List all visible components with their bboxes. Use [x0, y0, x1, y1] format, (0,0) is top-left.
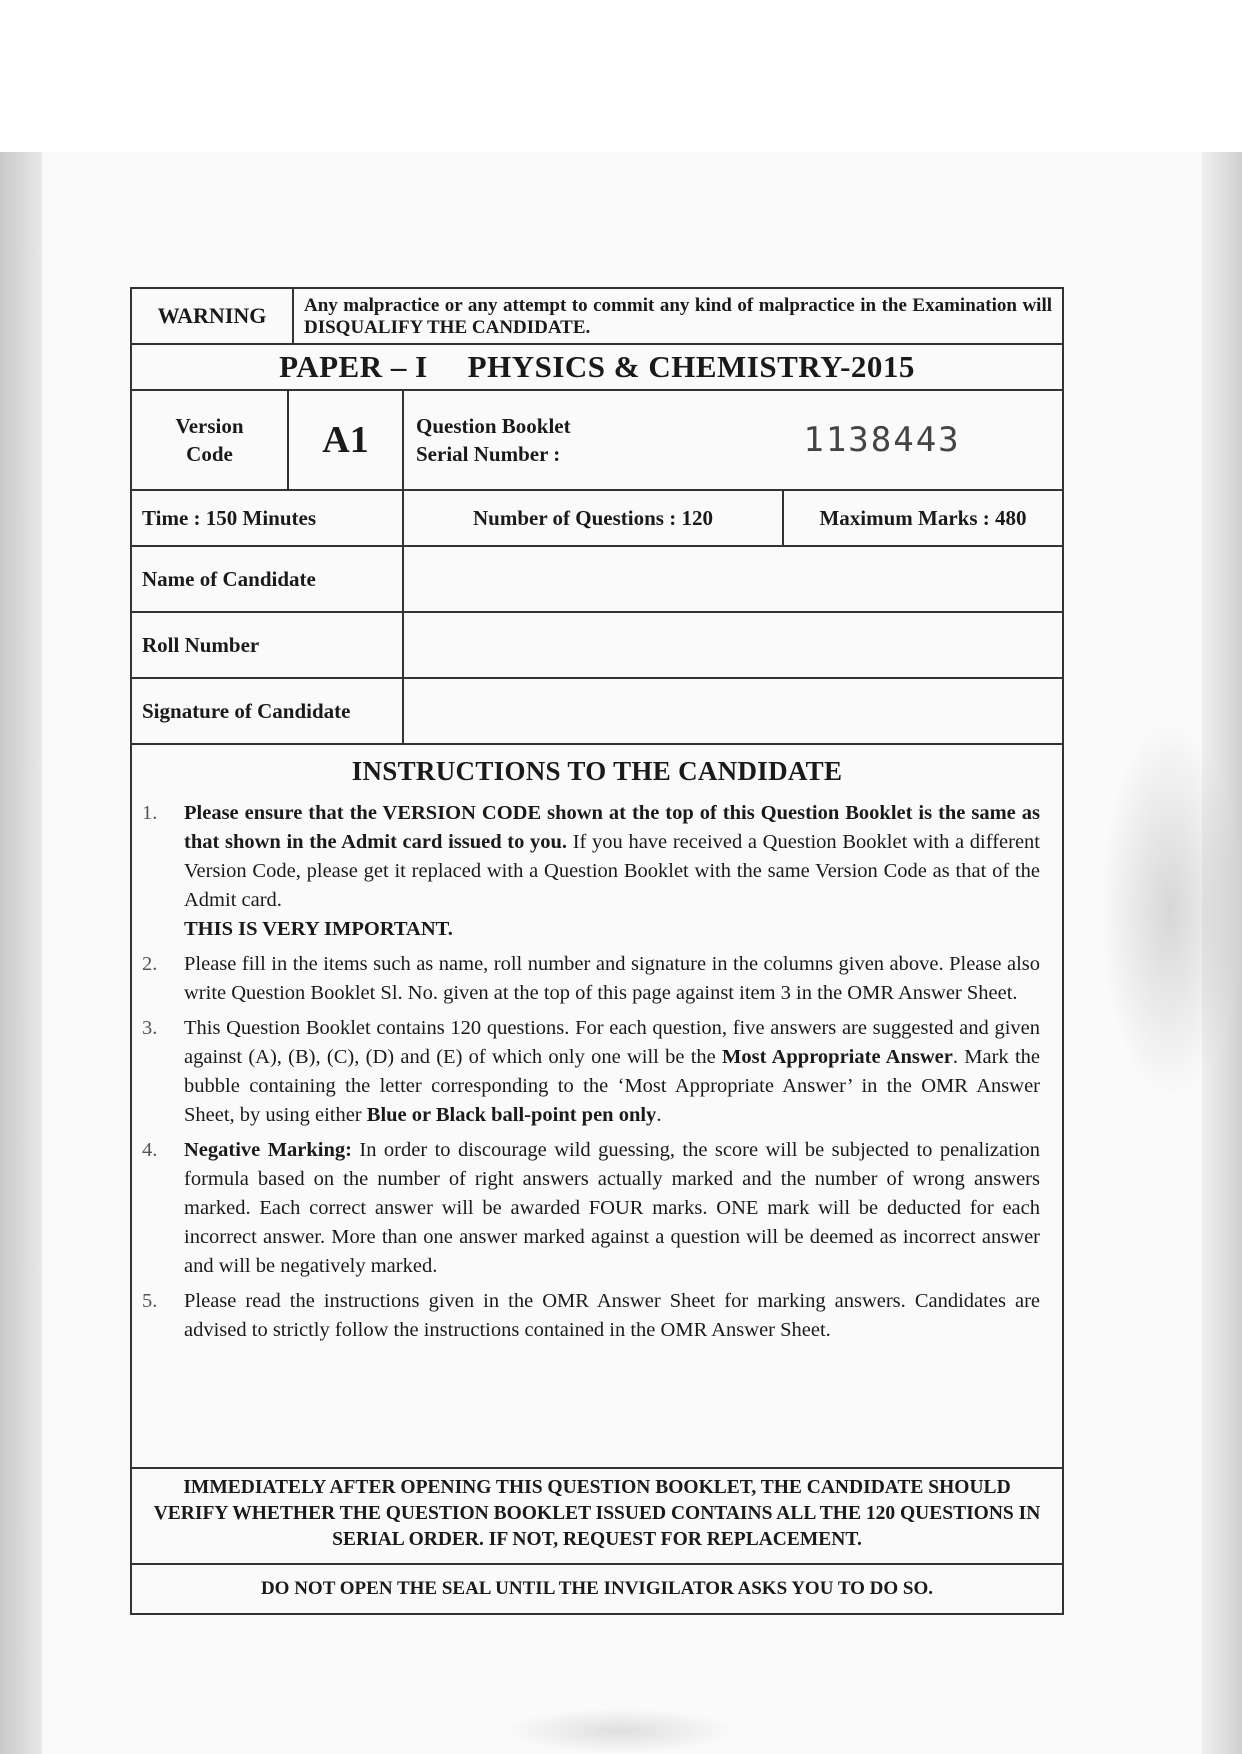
question-booklet-cover — [130, 287, 1064, 1615]
instruction-number: 4. — [142, 1139, 158, 1161]
instruction-text: . — [656, 1104, 662, 1126]
serial-label-line2: Serial Number : — [416, 442, 561, 466]
paper-title-row — [132, 345, 1062, 391]
signature-field[interactable] — [402, 679, 1062, 743]
instruction-text: . Mark the bubble containing the letter corresponding to the ‘Most Appropriate Answer’ in the OMR Answer Sheet, by using either — [184, 1046, 1040, 1126]
signature-label: Signature of Candidate — [142, 698, 351, 723]
instruction-text: Please read the instructions given in the OMR Answer Sheet for marking answers. Candidates are advised to strictly follow the instructions contained in the OMR Answer Sheet. — [184, 1290, 1040, 1341]
warning-text: Any malpractice or any attempt to commit any kind of malpractice in the Examination will DISQUALIFY THE CANDIDATE. — [292, 289, 1062, 343]
instruction-text: If you have received a Question Booklet with a different Version Code, please get it replaced with a Question Booklet with the same Version Code as that of the Admit card. — [184, 831, 1040, 911]
candidate-name-row — [132, 547, 1062, 613]
paper-subject: PHYSICS & CHEMISTRY-2015 — [467, 349, 915, 384]
number-of-questions: Number of Questions : 120 — [402, 491, 782, 545]
instruction-text: This Question Booklet contains 120 questions. For each question, five answers are suggested and given against (A), (B), (C), (D) and (E) of which only one will be the — [184, 1017, 1040, 1068]
instruction-text: In order to discourage wild guessing, the score will be subjected to penalization formula based on the number of right answers actually marked and the number of wrong answers marked. Each correct answer will be awarded FOUR marks. ONE mark will be deducted for each incorrect answer. More than one answer marked against a question will be deemed as incorrect answer and will be negatively marked. — [184, 1139, 1041, 1277]
instruction-item — [132, 1014, 1062, 1130]
paper-number: PAPER – I — [279, 349, 428, 384]
serial-number-value: 1138443 — [803, 420, 961, 460]
scan-mark — [505, 1708, 735, 1754]
seal-notice: DO NOT OPEN THE SEAL UNTIL THE INVIGILATOR ASKS YOU TO DO SO. — [260, 1578, 934, 1599]
instruction-number: 3. — [142, 1017, 158, 1039]
instruction-text: Please fill in the items such as name, roll number and signature in the columns given above. Please also write Question Booklet Sl. No. given at the top of this page against item 3 in the OMR Answer Sheet. — [184, 953, 1040, 1004]
instruction-number: 1. — [142, 802, 158, 824]
serial-number-label — [402, 391, 702, 489]
instruction-bold-text: Please ensure that the VERSION CODE shown at the top of this Question Booklet is the same as that shown in the Admit card issued to you. — [184, 802, 1040, 853]
instruction-item — [132, 799, 1062, 944]
candidate-name-label: Name of Candidate — [142, 566, 316, 591]
version-code-label — [132, 391, 287, 489]
instruction-item — [132, 950, 1062, 1008]
instruction-bold-text: Most Appropriate Answer — [722, 1046, 953, 1068]
version-code-value: A1 — [287, 391, 402, 489]
signature-row — [132, 679, 1062, 745]
instruction-item — [132, 1136, 1062, 1281]
exam-info-row — [132, 491, 1062, 547]
instruction-bold-text: Blue or Black ball-point pen only — [366, 1104, 657, 1126]
serial-label-line1: Question Booklet — [416, 414, 571, 438]
instruction-bold-text: Negative Marking: — [184, 1139, 352, 1161]
time-limit: Time : 150 Minutes — [142, 505, 317, 530]
instruction-number: 2. — [142, 953, 158, 975]
candidate-name-field[interactable] — [402, 547, 1062, 611]
warning-label: WARNING — [157, 303, 267, 328]
version-row — [132, 391, 1062, 491]
roll-number-row — [132, 613, 1062, 679]
roll-number-label: Roll Number — [142, 632, 260, 657]
page-left-edge-shadow — [0, 152, 42, 1754]
warning-row — [132, 289, 1062, 345]
instruction-bold-text: THIS IS VERY IMPORTANT. — [184, 918, 453, 940]
instructions-title: INSTRUCTIONS TO THE CANDIDATE — [351, 755, 843, 786]
divider — [132, 1467, 1062, 1469]
version-label-line1: Version — [175, 414, 244, 438]
verification-notice: IMMEDIATELY AFTER OPENING THIS QUESTION BOOKLET, THE CANDIDATE SHOULD VERIFY WHETHER THE QUESTION BOOKLET ISSUED CONTAINS ALL THE 120 QUESTIONS IN SERIAL ORDER. IF NOT, REQUEST FOR REPLACEMENT. — [153, 1477, 1041, 1550]
roll-number-field[interactable] — [402, 613, 1062, 677]
version-label-line2: Code — [186, 442, 233, 466]
maximum-marks: Maximum Marks : 480 — [782, 491, 1062, 545]
instructions-list — [132, 799, 1062, 1351]
scan-stain — [1100, 720, 1240, 1100]
paper-title — [132, 345, 1062, 389]
instruction-item — [132, 1287, 1062, 1345]
instruction-number: 5. — [142, 1290, 158, 1312]
